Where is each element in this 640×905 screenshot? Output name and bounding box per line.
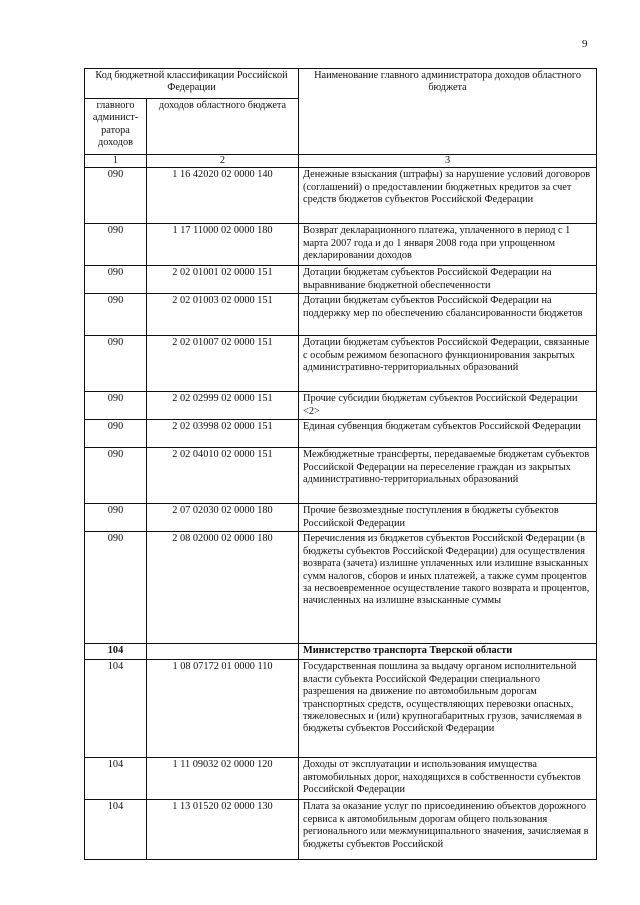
page-number: 9	[582, 38, 588, 50]
table-row	[85, 168, 597, 224]
admin-code-cell: 090	[85, 448, 147, 504]
revenue-name-cell: Межбюджетные трансферты, передаваемые бюджетам субъектов Российской Федерации на переселение граждан из закрытых административно-территориальных образований	[299, 448, 597, 504]
admin-code-cell: 104	[85, 758, 147, 800]
header-revenue-column: доходов областного бюджета	[147, 99, 299, 155]
revenue-name-cell: Единая субвенция бюджетам субъектов Российской Федерации	[299, 420, 597, 448]
revenue-code-cell: 2 02 04010 02 0000 151	[147, 448, 299, 504]
admin-code-cell: 090	[85, 504, 147, 532]
revenue-code-cell: 1 11 09032 02 0000 120	[147, 758, 299, 800]
revenue-name-cell: Министерство транспорта Тверской области	[299, 644, 597, 660]
table-row	[85, 800, 597, 860]
table-row	[85, 532, 597, 644]
budget-classification-table	[84, 68, 597, 860]
admin-code-cell: 090	[85, 420, 147, 448]
revenue-code-cell: 2 08 02000 02 0000 180	[147, 532, 299, 644]
revenue-name-cell: Денежные взыскания (штрафы) за нарушение условий договоров (соглашений) о предоставлении бюджетных кредитов за счет средств бюджетов субъектов Российской Федерации	[299, 168, 597, 224]
admin-code-cell: 104	[85, 660, 147, 758]
column-number-3: 3	[299, 155, 597, 168]
admin-code-cell: 104	[85, 644, 147, 660]
table-row	[85, 644, 597, 660]
revenue-code-cell: 2 02 03998 02 0000 151	[147, 420, 299, 448]
table-row	[85, 660, 597, 758]
revenue-code-cell	[147, 644, 299, 660]
revenue-code-cell: 1 13 01520 02 0000 130	[147, 800, 299, 860]
revenue-code-cell: 2 02 01007 02 0000 151	[147, 336, 299, 392]
table-row	[85, 266, 597, 294]
table-row	[85, 224, 597, 266]
table-row	[85, 420, 597, 448]
admin-code-cell: 090	[85, 266, 147, 294]
revenue-code-cell: 1 08 07172 01 0000 110	[147, 660, 299, 758]
table-body	[85, 168, 597, 860]
table-row	[85, 392, 597, 420]
admin-code-cell: 090	[85, 168, 147, 224]
revenue-code-cell: 2 02 01001 02 0000 151	[147, 266, 299, 294]
revenue-name-cell: Перечисления из бюджетов субъектов Российской Федерации (в бюджеты субъектов Российской Федерации) для осуществления возврата (зачета) излишне уплаченных или излишне взысканных сумм налогов, сборов и иных платежей, а также сумм процентов за несвоевременное осуществление такого возврата и процентов, начисленных на излишне взысканные суммы	[299, 532, 597, 644]
column-number-1: 1	[85, 155, 147, 168]
admin-code-cell: 104	[85, 800, 147, 860]
header-group-title: Код бюджетной классификации Российской Федерации	[85, 69, 299, 99]
revenue-code-cell: 2 02 01003 02 0000 151	[147, 294, 299, 336]
admin-code-cell: 090	[85, 532, 147, 644]
header-admin-column: главного админист-ратора доходов	[85, 99, 147, 155]
admin-code-cell: 090	[85, 336, 147, 392]
revenue-code-cell: 2 02 02999 02 0000 151	[147, 392, 299, 420]
revenue-code-cell: 2 07 02030 02 0000 180	[147, 504, 299, 532]
revenue-name-cell: Прочие субсидии бюджетам субъектов Российской Федерации <2>	[299, 392, 597, 420]
revenue-name-cell: Дотации бюджетам субъектов Российской Федерации, связанные с особым режимом безопасного функционирования закрытых административно-территориальных образований	[299, 336, 597, 392]
admin-code-cell: 090	[85, 224, 147, 266]
table-row	[85, 294, 597, 336]
table-row	[85, 448, 597, 504]
revenue-name-cell: Плата за оказание услуг по присоединению объектов дорожного сервиса к автомобильным дорогам общего пользования регионального или межмуниципального значения, зачисляемая в бюджеты субъектов Российской	[299, 800, 597, 860]
revenue-code-cell: 1 17 11000 02 0000 180	[147, 224, 299, 266]
column-number-2: 2	[147, 155, 299, 168]
revenue-name-cell: Дотации бюджетам субъектов Российской Федерации на поддержку мер по обеспечению сбалансированности бюджетов	[299, 294, 597, 336]
revenue-name-cell: Прочие безвозмездные поступления в бюджеты субъектов Российской Федерации	[299, 504, 597, 532]
header-name-column: Наименование главного администратора доходов областного бюджета	[299, 69, 597, 155]
revenue-code-cell: 1 16 42020 02 0000 140	[147, 168, 299, 224]
revenue-name-cell: Дотации бюджетам субъектов Российской Федерации на выравнивание бюджетной обеспеченности	[299, 266, 597, 294]
revenue-name-cell: Возврат декларационного платежа, уплаченного в период с 1 марта 2007 года и до 1 января 2008 года при упрощенном декларировании доходов	[299, 224, 597, 266]
revenue-name-cell: Государственная пошлина за выдачу органом исполнительной власти субъекта Российской Федерации специального разрешения на движение по автомобильным дорогам транспортных средств, осуществляющих перевозки опасных, тяжеловесных и (или) крупногабаритных грузов, зачисляемая в бюджеты субъектов Российской Федерации	[299, 660, 597, 758]
admin-code-cell: 090	[85, 392, 147, 420]
table-row	[85, 758, 597, 800]
table-row	[85, 504, 597, 532]
admin-code-cell: 090	[85, 294, 147, 336]
revenue-name-cell: Доходы от эксплуатации и использования имущества автомобильных дорог, находящихся в собственности субъектов Российской Федерации	[299, 758, 597, 800]
table-row	[85, 336, 597, 392]
